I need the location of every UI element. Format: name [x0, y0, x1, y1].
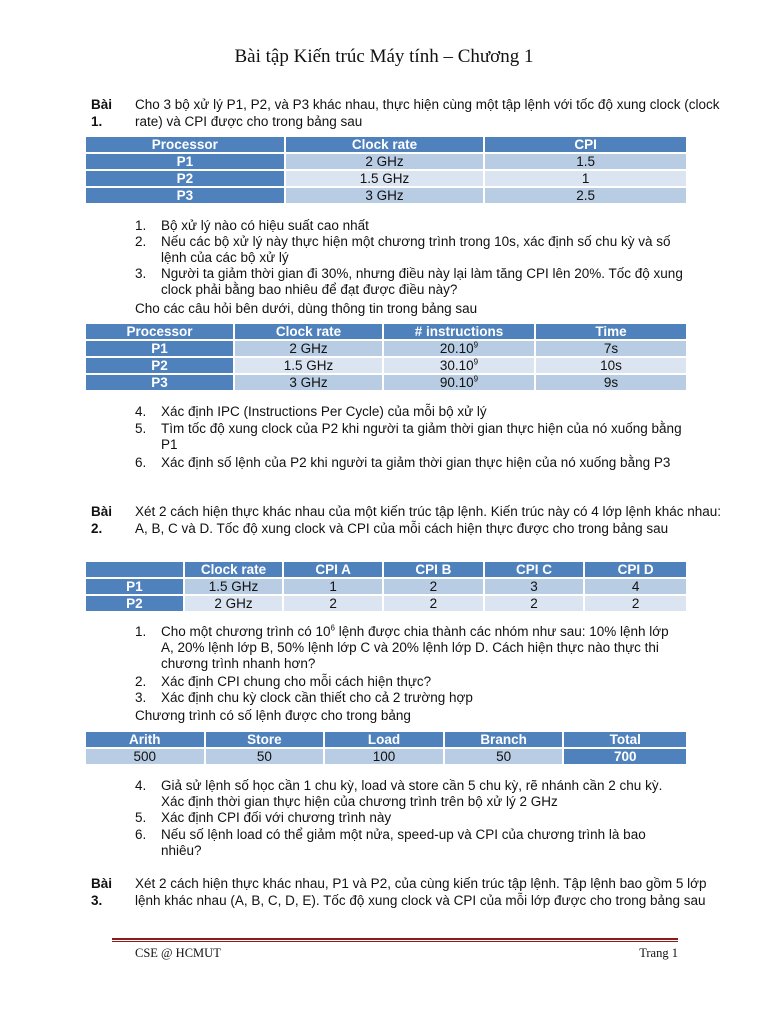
table-cell — [384, 341, 534, 356]
table-cell: 10s — [536, 358, 686, 373]
total-cell: 700 — [564, 749, 686, 764]
table-cell: 50 — [206, 749, 324, 764]
col-header: Load — [325, 732, 443, 747]
table-cell: 1.5 GHz — [185, 579, 283, 594]
exponent: 6 — [330, 623, 335, 633]
col-header: Arith — [86, 732, 204, 747]
question-text-part: Cho một chương trình có 10 — [161, 624, 331, 639]
exponent: 9 — [473, 357, 479, 367]
table-row — [86, 579, 686, 594]
table-cell: 100 — [325, 749, 443, 764]
col-header: CPI D — [585, 562, 686, 577]
table-cell: 2 — [485, 596, 584, 611]
table-cell — [384, 375, 534, 390]
question-number: 6. — [135, 455, 147, 470]
row-header: P1 — [86, 154, 284, 169]
col-header: Store — [206, 732, 324, 747]
table-cell: 2.5 — [485, 188, 686, 203]
table-cell: 2 — [384, 579, 483, 594]
table-row — [86, 188, 686, 203]
exercise-1-label: Bài 1. — [91, 97, 113, 129]
question-text: Người ta giảm thời gian đi 30%, nhưng điều này lại làm tăng CPI lên 20%. Tốc độ xung clock phải bằng bao nhiêu để đạt được điều này? — [161, 266, 683, 297]
table-cell: 2 — [284, 596, 382, 611]
table-cell: 9s — [536, 375, 686, 390]
question-text — [161, 624, 683, 672]
exercise-2-intro: Xét 2 cách hiện thực khác nhau của một kiến trúc tập lệnh. Kiến trúc này có 4 lớp lệnh khác nhau: A, B, C và D. Tốc độ xung clock và CPI của mỗi cách hiện thực được cho trong bảng sau — [135, 504, 721, 536]
col-header: CPI C — [485, 562, 584, 577]
question-number: 1. — [135, 218, 147, 233]
table-cell: 1.5 — [485, 154, 686, 169]
table-cell: 7s — [536, 341, 686, 356]
col-header: CPI A — [284, 562, 382, 577]
col-header: Clock rate — [286, 137, 484, 152]
row-header: P1 — [86, 579, 183, 594]
exercise-3-label: Bài 3. — [91, 876, 113, 908]
row-header: P3 — [86, 375, 233, 390]
table-row — [86, 171, 686, 186]
question-number: 2. — [135, 234, 147, 249]
table-cell: 2 GHz — [286, 154, 484, 169]
question-number: 3. — [135, 690, 147, 705]
question-number: 4. — [135, 404, 147, 419]
question-text: Bộ xử lý nào có hiệu suất cao nhất — [161, 218, 369, 233]
question-text: Xác định IPC (Instructions Per Cycle) của mỗi bộ xử lý — [161, 404, 487, 419]
col-header: CPI — [485, 137, 686, 152]
instruction-count: 20.10 — [439, 341, 474, 356]
instruction-count: 30.10 — [439, 358, 474, 373]
table-processor-time — [84, 322, 688, 392]
table-cell: 1.5 GHz — [235, 358, 382, 373]
row-header: P3 — [86, 188, 284, 203]
col-header: CPI B — [384, 562, 483, 577]
table-row — [86, 596, 686, 611]
table-cell: 3 GHz — [235, 375, 382, 390]
question-number: 6. — [135, 827, 147, 842]
table-row — [86, 749, 686, 764]
question-number: 3. — [135, 266, 147, 281]
question-number: 4. — [135, 778, 147, 793]
col-header: Processor — [86, 324, 233, 339]
question-text: Xác định chu kỳ clock cần thiết cho cả 2 trường hợp — [161, 690, 473, 705]
table-cell: 3 — [485, 579, 584, 594]
col-header — [86, 562, 183, 577]
exponent: 9 — [473, 374, 479, 384]
question-text: Tìm tốc độ xung clock của P2 khi người ta giảm thời gian thực hiện của nó xuống bằng P1 — [161, 421, 682, 452]
table-note: Chương trình có số lệnh được cho trong bảng — [135, 708, 411, 723]
table-processor-clock-cpi — [84, 135, 688, 205]
table-cpi-by-class — [84, 560, 688, 613]
question-text: Nếu số lệnh load có thể giảm một nửa, speed-up và CPI của chương trình là bao nhiêu? — [161, 827, 646, 858]
row-header: P2 — [86, 171, 284, 186]
question-text: Nếu các bộ xử lý này thực hiện một chương trình trong 10s, xác định số chu kỳ và số lệnh của các bộ xử lý — [161, 234, 671, 265]
question-text: Xác định CPI đối với chương trình này — [161, 810, 392, 825]
footer-rule — [112, 938, 678, 940]
table-row — [86, 358, 686, 373]
instruction-count: 90.10 — [439, 375, 474, 390]
table-row — [86, 375, 686, 390]
question-number: 1. — [135, 624, 147, 639]
table-cell: 2 GHz — [185, 596, 283, 611]
footer-rule-thin — [112, 941, 678, 942]
table-header-row — [86, 324, 686, 339]
row-header: P2 — [86, 596, 183, 611]
table-cell: 1 — [284, 579, 382, 594]
exercise-3-intro: Xét 2 cách hiện thực khác nhau, P1 và P2, của cùng kiến trúc tập lệnh. Tập lệnh bao gồm 5 lớp lệnh khác nhau (A, B, C, D, E). Tốc độ xung clock và CPI của mỗi lớp được cho trong bảng sau — [135, 876, 707, 908]
table-cell: 2 — [585, 596, 686, 611]
question-text: Xác định số lệnh của P2 khi người ta giảm thời gian thực hiện của nó xuống bằng P3 — [161, 455, 671, 470]
table-row — [86, 154, 686, 169]
question-text: Xác định CPI chung cho mỗi cách hiện thực? — [161, 674, 432, 689]
exercise-1-intro: Cho 3 bộ xử lý P1, P2, và P3 khác nhau, thực hiện cùng một tập lệnh với tốc độ xung clock (clock rate) và CPI được cho trong bảng sau — [135, 97, 720, 129]
table-cell: 3 GHz — [286, 188, 484, 203]
table-cell: 500 — [86, 749, 204, 764]
col-header: Clock rate — [235, 324, 382, 339]
question-number: 2. — [135, 674, 147, 689]
table-instruction-mix — [84, 730, 688, 766]
table-cell: 4 — [585, 579, 686, 594]
question-number: 5. — [135, 421, 147, 436]
table-cell — [384, 358, 534, 373]
table-cell: 2 — [384, 596, 483, 611]
table-note: Cho các câu hỏi bên dưới, dùng thông tin trong bảng sau — [135, 301, 478, 316]
table-header-row — [86, 562, 686, 577]
question-text-part: lệnh được chia thành các nhóm như sau: 10% lệnh lớp A, 20% lệnh lớp B, 50% lệnh lớp C và 20% lệnh lớp D. Cách hiện thực nào thực thi chương trình nhanh hơn? — [161, 624, 669, 671]
row-header: P1 — [86, 341, 233, 356]
table-header-row — [86, 732, 686, 747]
col-header: Clock rate — [185, 562, 283, 577]
col-header: Time — [536, 324, 686, 339]
question-number: 5. — [135, 810, 147, 825]
table-cell: 2 GHz — [235, 341, 382, 356]
question-text: Giả sử lệnh số học cần 1 chu kỳ, load và store cần 5 chu kỳ, rẽ nhánh cần 2 chu kỳ. Xác định thời gian thực hiện của chương trình trên bộ xử lý 2 GHz — [161, 778, 663, 809]
page-title: Bài tập Kiến trúc Máy tính – Chương 1 — [234, 46, 534, 67]
footer-left: CSE @ HCMUT — [135, 946, 221, 960]
footer-page-number: Trang 1 — [639, 946, 678, 960]
table-header-row — [86, 137, 686, 152]
table-cell: 1 — [485, 171, 686, 186]
col-header: Processor — [86, 137, 284, 152]
exercise-2-label: Bài 2. — [91, 504, 113, 536]
table-cell: 50 — [445, 749, 563, 764]
col-header: # instructions — [384, 324, 534, 339]
col-header: Total — [564, 732, 686, 747]
table-cell: 1.5 GHz — [286, 171, 484, 186]
row-header: P2 — [86, 358, 233, 373]
table-row — [86, 341, 686, 356]
col-header: Branch — [445, 732, 563, 747]
exponent: 9 — [473, 340, 479, 350]
